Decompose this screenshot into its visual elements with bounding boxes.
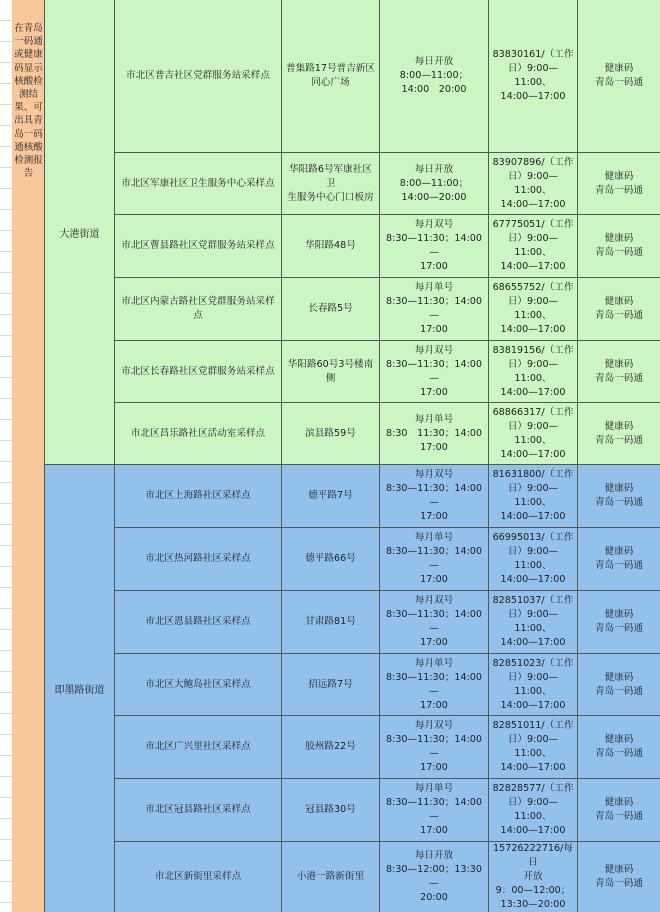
site-name: 市北区新街里采样点 [115, 842, 282, 912]
opening-hours: 每日开放 8:00—11:00； 14:00 20:00 [380, 0, 489, 153]
contact-phone: 82851023/（工作 日）9:00—11:00、 14:00—17:00 [489, 654, 578, 716]
gridline [0, 482, 12, 483]
gridline [0, 104, 12, 105]
result-query-method: 健康码 青岛一码通 [578, 591, 660, 654]
result-query-method: 健康码 青岛一码通 [578, 716, 660, 779]
street-cell-jimolu [45, 465, 115, 912]
gridline [0, 797, 12, 798]
opening-hours: 每日开放 8:30—12:00；13:30— 20:00 [380, 842, 489, 912]
result-query-method: 健康码 青岛一码通 [578, 528, 660, 591]
contact-phone: 83907896/（工作 日）9:00—11:00、 14:00—17:00 [489, 153, 578, 215]
opening-hours: 每月单号 8:30—11:30；14:00— 17:00 [380, 528, 489, 591]
contact-phone: 68866317/（工作 日）9:00—11:00、 14:00—17:00 [489, 403, 578, 465]
table-row [115, 842, 660, 912]
table-row [115, 278, 660, 341]
result-query-method: 健康码 青岛一码通 [578, 278, 660, 341]
result-query-method: 健康码 青岛一码通 [578, 654, 660, 716]
opening-hours: 每月双号 8:30—11:30；14:00— 17:00 [380, 215, 489, 278]
opening-hours: 每月单号 8:30—11:30；14:00— 17:00 [380, 779, 489, 842]
site-name: 市北区昌乐路社区活动室采样点 [115, 403, 282, 465]
table-row [115, 591, 660, 654]
gridline [0, 881, 12, 882]
gridline [0, 734, 12, 735]
site-address: 华阳路48号 [282, 215, 380, 278]
site-name: 市北区上海路社区采样点 [115, 465, 282, 528]
opening-hours: 每月双号 8:30—11:30；14:00— 17:00 [380, 341, 489, 403]
site-address: 普集路17号普吉新区 同心广场 [282, 0, 380, 153]
gridline [0, 608, 12, 609]
contact-phone: 15726222716/每日 开放 9：00—12:00； 13:30—20:00 [489, 842, 578, 912]
contact-phone: 68655752/（工作 日）9:00—11:00、 14:00—17:00 [489, 278, 578, 341]
site-name: 市北区普吉社区党群服务站采样点 [115, 0, 282, 153]
gridline [0, 398, 12, 399]
street-name: 即墨路街道 [54, 685, 105, 696]
contact-phone: 83819156/（工作 日）9:00—11:00、 14:00—17:00 [489, 341, 578, 403]
table-row [115, 779, 660, 842]
site-name: 市北区长春路社区党群服务站采样点 [115, 341, 282, 403]
contact-phone: 83830161/（工作 日）9:00—11:00、 14:00—17:00 [489, 0, 578, 153]
site-address: 华阳路6号军康社区卫 生服务中心门口板房 [282, 153, 380, 215]
gridline [0, 566, 12, 567]
gridline [0, 146, 12, 147]
table-row [115, 153, 660, 215]
site-name: 市北区军康社区卫生服务中心采样点 [115, 153, 282, 215]
gridline [0, 251, 12, 252]
gridline [0, 377, 12, 378]
opening-hours: 每月双号 8:30—11:30；14:00— 17:00 [380, 591, 489, 654]
site-address: 华阳路60号3号楼南侧 [282, 341, 380, 403]
gridline [0, 209, 12, 210]
contact-phone: 81631800/（工作 日）9:00—11:00、 14:00—17:00 [489, 465, 578, 528]
table-row [115, 341, 660, 403]
gridline [0, 545, 12, 546]
gridline [0, 713, 12, 714]
gridline [0, 461, 12, 462]
contact-phone: 82851037/（工作 日）9:00—11:00、 14:00—17:00 [489, 591, 578, 654]
table-row [115, 654, 660, 716]
result-query-method: 健康码 青岛一码通 [578, 0, 660, 153]
site-address: 胶州路22号 [282, 716, 380, 779]
gridline [0, 167, 12, 168]
gridline [0, 818, 12, 819]
site-name: 市北区热河路社区采样点 [115, 528, 282, 591]
gridline [0, 230, 12, 231]
category-cell [12, 0, 45, 912]
opening-hours: 每月单号 8:30—11:30；14:00— 17:00 [380, 654, 489, 716]
gridline [0, 125, 12, 126]
gridline [0, 440, 12, 441]
result-query-method: 健康码 青岛一码通 [578, 465, 660, 528]
gridline [0, 860, 12, 861]
contact-phone: 82851011/（工作 日）9:00—11:00、 14:00—17:00 [489, 716, 578, 779]
gridline [0, 839, 12, 840]
gridline [0, 755, 12, 756]
table-row [115, 403, 660, 465]
gridline [0, 419, 12, 420]
table-row [115, 0, 660, 153]
gridline [0, 272, 12, 273]
result-query-method: 健康码 青岛一码通 [578, 215, 660, 278]
site-name: 市北区广兴里社区采样点 [115, 716, 282, 779]
gridline [0, 671, 12, 672]
site-address: 小港一路新街里 [282, 842, 380, 912]
result-query-method: 健康码 青岛一码通 [595, 864, 643, 889]
result-query-method: 健康码 青岛一码通 [578, 403, 660, 465]
opening-hours: 每月双号 8:30—11:30；14:00— 17:00 [380, 465, 489, 528]
site-name: 市北区恩县路社区采样点 [115, 591, 282, 654]
gridline [0, 524, 12, 525]
site-address: 甘肃路81号 [282, 591, 380, 654]
street-cell-dagang [45, 0, 115, 465]
gridline [0, 83, 12, 84]
site-address: 冠县路30号 [282, 779, 380, 842]
contact-phone: 67775051/（工作 日）9:00—11:00、 14:00—17:00 [489, 215, 578, 278]
gridline [0, 41, 12, 42]
site-address: 长春路5号 [282, 278, 380, 341]
opening-hours: 每月单号 8:30 11:30；14:00 17:00 [380, 403, 489, 465]
gridline [0, 356, 12, 357]
gridline [0, 650, 12, 651]
site-name: 市北区大鲍岛社区采样点 [115, 654, 282, 716]
opening-hours: 每日开放 8:00—11:00； 14:00—20:00 [380, 153, 489, 215]
table-row [115, 716, 660, 779]
site-address: 招远路7号 [282, 654, 380, 716]
gridline [0, 62, 12, 63]
site-address: 德平路7号 [282, 465, 380, 528]
street-name: 大港街道 [59, 228, 100, 240]
category-note: 在青岛一码通或健康码显示核酸检测结果、可出具青岛一码通核酸检测报告 [14, 23, 43, 180]
site-name: 市北区冠县路社区采样点 [115, 779, 282, 842]
gridline [0, 776, 12, 777]
result-query-method: 健康码 青岛一码通 [578, 341, 660, 403]
site-name: 市北区内蒙古路社区党群服务站采样 点 [115, 278, 282, 341]
gridline [0, 503, 12, 504]
contact-phone: 66995013/（工作 日）9:00—11:00、 14:00—17:00 [489, 528, 578, 591]
site-address: 滨县路59号 [282, 403, 380, 465]
result-query-method: 健康码 青岛一码通 [578, 153, 660, 215]
table-row [115, 465, 660, 528]
site-address: 德平路66号 [282, 528, 380, 591]
gridline [0, 587, 12, 588]
opening-hours: 每月单号 8:30—11:30；14:00— 17:00 [380, 278, 489, 341]
gridline [0, 293, 12, 294]
gridline [0, 20, 12, 21]
opening-hours: 每月双号 8:30—11:30；14:00— 17:00 [380, 716, 489, 779]
gridline [0, 335, 12, 336]
table-row [115, 215, 660, 278]
site-name: 市北区曹县路社区党群服务站采样点 [115, 215, 282, 278]
gridline [0, 692, 12, 693]
gridline [0, 314, 12, 315]
contact-phone: 82828577/（工作 日）9:00—11:00、 14:00—17:00 [489, 779, 578, 842]
gridline [0, 902, 12, 903]
table-row [115, 528, 660, 591]
gridline [0, 629, 12, 630]
result-query-method: 健康码 青岛一码通 [578, 779, 660, 842]
gridline [0, 188, 12, 189]
